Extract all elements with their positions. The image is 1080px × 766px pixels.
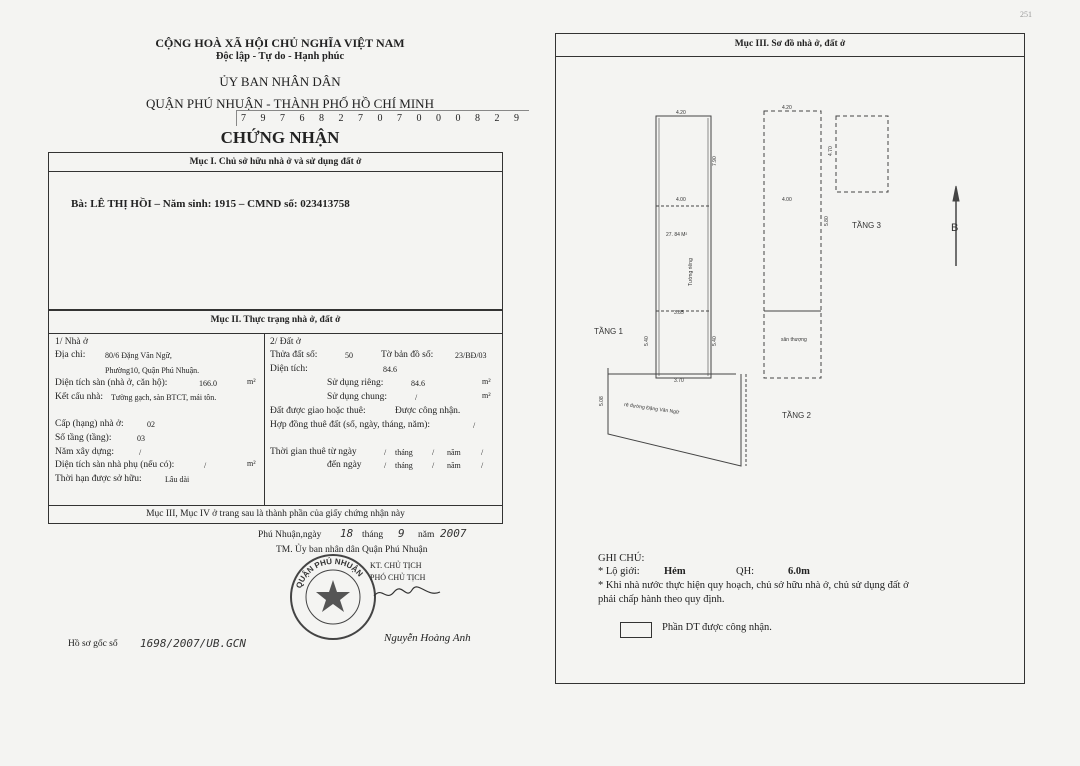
section1-box	[48, 152, 503, 310]
land-heading: 2/ Đất ở	[270, 337, 301, 347]
sign-day: 18	[340, 527, 354, 540]
sign-year-label: năm	[418, 530, 435, 540]
lease-from-month-label: tháng	[395, 448, 413, 457]
terrace-label: sân thượng	[781, 337, 807, 343]
sign-month-label: tháng	[362, 530, 384, 540]
lease-from-month: /	[432, 448, 435, 457]
shared-label: Sử dụng chung:	[327, 392, 388, 402]
aux-area-unit: m²	[247, 459, 256, 468]
area-label: Diện tích:	[270, 364, 308, 374]
aux-area-label: Diện tích sàn nhà phụ (nếu có):	[55, 460, 175, 470]
note2-line2: phải chấp hành theo quy định.	[598, 594, 725, 605]
dim-h5: 5.80	[824, 216, 830, 226]
on-behalf: TM. Ủy ban nhân dân Quận Phú Nhuận	[276, 545, 428, 555]
grade-value: 02	[147, 420, 155, 429]
official-seal	[288, 552, 378, 642]
dim-h2: 5.40	[712, 336, 718, 346]
boundary-value: Hẻm	[664, 566, 686, 577]
district-heading: QUẬN PHÚ NHUẬN - THÀNH PHỐ HỒ CHÍ MINH	[146, 96, 434, 111]
seal-text: QUẬN PHÚ NHUẬN	[294, 556, 365, 590]
allocation-value: Được công nhận.	[395, 406, 461, 416]
corner-note: 251	[1020, 10, 1032, 19]
boundary-label: * Lộ giới:	[598, 566, 640, 577]
file-label: Hồ sơ gốc số	[68, 639, 118, 649]
section2-footer: Mục III, Mục IV ở trang sau là thành phần của giấy chứng nhận này	[146, 509, 405, 519]
section2-box	[48, 310, 503, 524]
grade-label: Cấp (hạng) nhà ở:	[55, 419, 124, 429]
dim-w5: 4.20	[782, 105, 792, 111]
dim-w1: 4.20	[676, 110, 686, 116]
shared-unit: m²	[482, 391, 491, 400]
plot-value: 50	[345, 351, 353, 360]
notes-title: GHI CHÚ:	[598, 553, 645, 564]
section3-heading: Mục III. Sơ đồ nhà ở, đất ở	[734, 39, 846, 49]
signer-name: Nguyễn Hoàng Anh	[384, 632, 471, 644]
dim-w2: 4.00	[676, 197, 686, 203]
committee-heading: ỦY BAN NHÂN DÂN	[219, 74, 341, 89]
qh-label: QH:	[736, 566, 755, 577]
year-built-value: /	[139, 448, 142, 457]
aux-area-value: /	[204, 461, 207, 470]
lease-from-year-label: năm	[447, 448, 461, 457]
floor1-label: TẦNG 1	[594, 327, 623, 336]
place-date-prefix: Phú Nhuận,ngày	[258, 530, 322, 540]
floor-area-label: Diện tích sàn (nhà ở, căn hộ):	[55, 378, 168, 388]
section2-divider	[264, 333, 265, 505]
street-label: rẽ đường Đặng Văn Ngữ	[623, 402, 680, 416]
floor3-label: TẦNG 3	[852, 221, 881, 230]
north-label: B	[951, 222, 959, 234]
sign-month: 9	[398, 527, 405, 540]
legend-swatch	[620, 622, 652, 638]
map-label: Tờ bản đồ số:	[381, 350, 434, 360]
address-line2: Phường10, Quận Phú Nhuận.	[105, 366, 200, 375]
floor-area-unit: m²	[247, 377, 256, 386]
floors-label: Số tầng (tầng):	[55, 433, 112, 443]
shared-value: /	[415, 393, 418, 402]
lease-to-month: /	[432, 461, 435, 470]
dim-h6: 4.70	[828, 146, 834, 156]
lease-contract-value: /	[473, 421, 476, 430]
plot-label: Thửa đất số:	[270, 350, 318, 360]
house-heading: 1/ Nhà ở	[55, 337, 88, 347]
structure-label: Kết cấu nhà:	[55, 392, 104, 402]
lease-from-year: /	[481, 448, 484, 457]
floor-plan	[556, 56, 1024, 486]
lease-to-day: /	[384, 461, 387, 470]
dim-w3: 3.85	[674, 310, 684, 316]
private-unit: m²	[482, 377, 491, 386]
area-value: 84.6	[383, 365, 397, 374]
private-value: 84.6	[411, 379, 425, 388]
private-label: Sử dụng riêng:	[327, 378, 384, 388]
signature-scribble	[372, 584, 442, 604]
section1-heading: Mục I. Chủ sở hữu nhà ở và sử dụng đất ở	[49, 153, 502, 172]
year-built-label: Năm xây dựng:	[55, 447, 114, 457]
legend-label: Phần DT được công nhận.	[662, 622, 772, 633]
ownership-term-value: Lâu dài	[165, 475, 190, 484]
dim-h3: 5.08	[599, 396, 605, 406]
structure-value: Tường gạch, sàn BTCT, mái tôn.	[111, 393, 217, 402]
address-line1: 80/6 Đặng Văn Ngữ,	[105, 351, 172, 360]
note2-line1: * Khi nhà nước thực hiện quy hoạch, chủ sở hữu nhà ở, chủ sử dụng đất ở	[598, 580, 909, 591]
role-1: KT. CHỦ TỊCH	[370, 561, 422, 570]
serial-number: 7 9 7 6 8 2 7 0 7 0 0 0 8 2 9	[236, 110, 529, 126]
dim-w4: 3.70	[674, 378, 684, 384]
dim-h1: 5.40	[644, 336, 650, 346]
floors-value: 03	[137, 434, 145, 443]
lease-to-month-label: tháng	[395, 461, 413, 470]
ownership-term-label: Thời hạn được sở hữu:	[55, 474, 142, 484]
map-value: 23/BĐ/03	[455, 351, 487, 360]
lease-from-label: Thời gian thuê từ ngày	[270, 447, 357, 457]
room-label: 27. 84 M²	[666, 232, 688, 238]
lease-from-day: /	[384, 448, 387, 457]
section2-heading: Mục II. Thực trạng nhà ở, đất ở	[49, 311, 502, 334]
owner-line: Bà: LÊ THỊ HỒI – Năm sinh: 1915 – CMND số: 023413758	[71, 198, 350, 210]
sign-year: 2007	[440, 527, 467, 540]
address-label: Địa chỉ:	[55, 350, 86, 360]
allocation-label: Đất được giao hoặc thuê:	[270, 406, 366, 416]
dim-w6: 4.00	[782, 197, 792, 203]
floor-area-value: 166.0	[199, 379, 217, 388]
nation-heading: CỘNG HOÀ XÃ HỘI CHỦ NGHĨA VIỆT NAM	[155, 36, 405, 50]
file-value: 1698/2007/UB.GCN	[140, 637, 246, 650]
lease-to-year: /	[481, 461, 484, 470]
role-2: PHÓ CHỦ TỊCH	[370, 573, 426, 582]
lease-to-label: đến ngày	[327, 460, 362, 470]
lease-to-year-label: năm	[447, 461, 461, 470]
floor2-label: TẦNG 2	[782, 411, 811, 420]
dim-h4: 7.90	[712, 156, 718, 166]
lease-contract-label: Hợp đồng thuê đất (số, ngày, tháng, năm):	[270, 420, 431, 430]
motto: Độc lập - Tự do - Hạnh phúc	[215, 51, 345, 62]
certificate-title: CHỨNG NHẬN	[220, 128, 340, 147]
qh-value: 6.0m	[788, 566, 810, 577]
wall-label: Tường riêng	[688, 258, 694, 286]
